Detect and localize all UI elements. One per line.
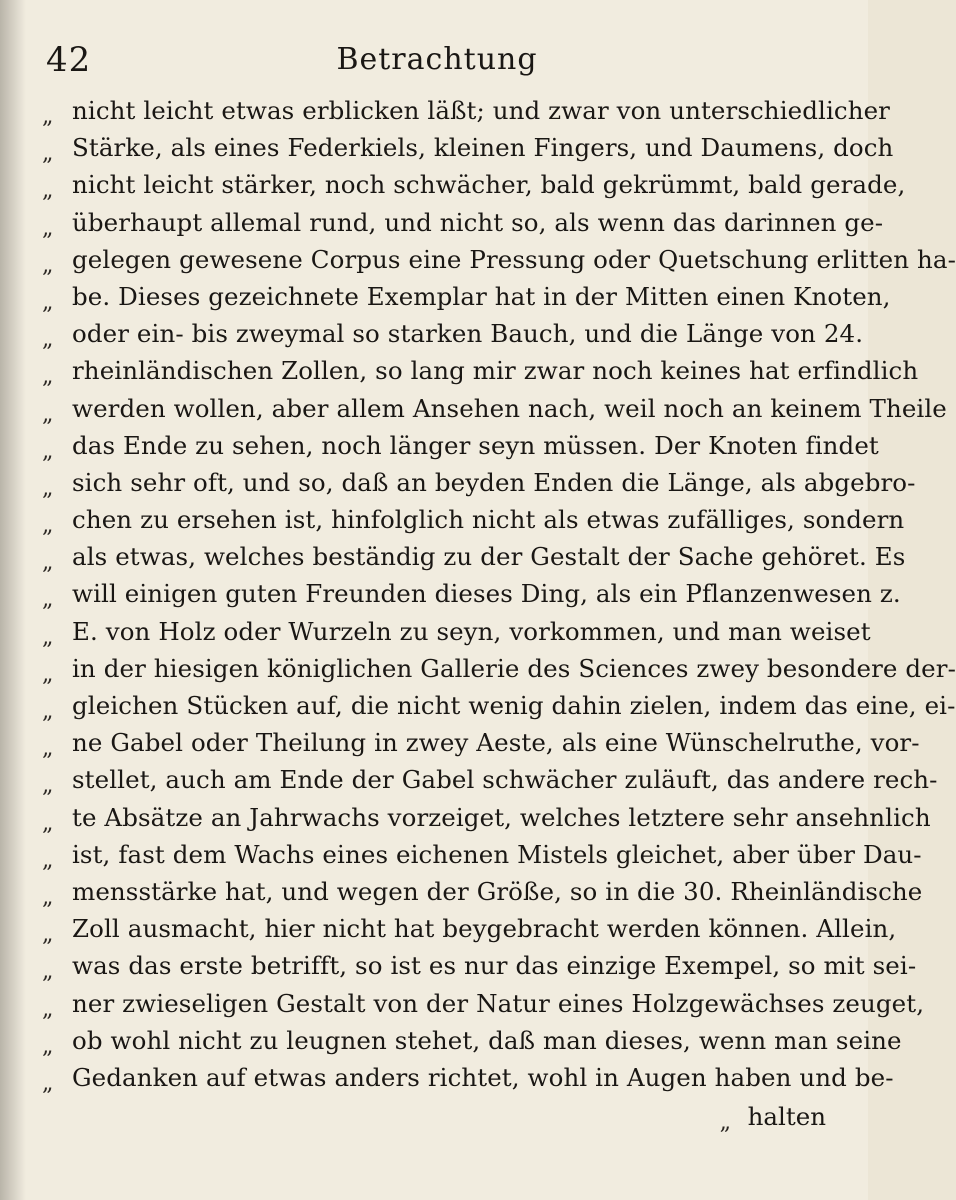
- line-text: te Absätze an Jahrwachs vorzeiget, welches letztere sehr ansehnlich: [72, 802, 931, 832]
- line-text: mensstärke hat, und wegen der Größe, so in die 30. Rheinländische: [72, 876, 923, 906]
- text-line: [42, 244, 956, 282]
- line-text: ob wohl nicht zu leugnen stehet, daß man dieses, wenn man seine: [72, 1025, 902, 1055]
- text-line: [42, 765, 938, 802]
- quotation-mark: „: [42, 736, 54, 762]
- text-line: [42, 505, 905, 542]
- quotation-mark: „: [42, 215, 54, 241]
- line-text: E. von Holz oder Wurzeln zu seyn, vorkommen, und man weiset: [72, 616, 871, 646]
- quotation-mark: „: [42, 513, 54, 539]
- quotation-mark: „: [42, 327, 54, 353]
- text-line: [42, 96, 890, 133]
- quotation-mark: „: [42, 624, 54, 650]
- quotation-mark: „: [42, 1033, 54, 1059]
- quotation-mark: „: [42, 587, 54, 613]
- quotation-mark: „: [42, 773, 54, 799]
- line-text: was das erste betrifft, so ist es nur das einzige Exempel, so mit sei-: [72, 951, 917, 981]
- text-line: [42, 839, 922, 877]
- line-text: Stärke, als eines Federkiels, kleinen Fingers, und Daumens, doch: [72, 133, 894, 163]
- quotation-mark: „: [42, 996, 54, 1022]
- quotation-mark: „: [42, 401, 54, 427]
- quotation-mark: „: [42, 178, 54, 204]
- text-line: [42, 207, 884, 245]
- text-line: [42, 430, 879, 468]
- text-line: [42, 542, 906, 579]
- text-line: [42, 281, 891, 319]
- line-text: ne Gabel oder Theilung in zwey Aeste, als eine Wünschelruthe, vor-: [72, 728, 920, 758]
- line-text: Zoll ausmacht, hier nicht hat beygebracht werden können. Allein,: [72, 914, 897, 944]
- line-text: überhaupt allemal rund, und nicht so, als wenn das darinnen ge-: [72, 207, 884, 237]
- line-text: will einigen guten Freunden dieses Ding, als ein Pflanzenwesen z.: [72, 579, 901, 609]
- text-line: [42, 914, 897, 951]
- line-text: in der hiesigen königlichen Gallerie des Sciences zwey besondere der-: [72, 653, 956, 683]
- text-line: [42, 951, 917, 988]
- page-header: [40, 38, 834, 86]
- text-line: [42, 1025, 902, 1063]
- page-number: 42: [46, 40, 92, 80]
- line-text: oder ein- bis zweymal so starken Bauch, und die Länge von 24.: [72, 319, 864, 349]
- quotation-mark: „: [42, 104, 54, 129]
- text-line: [42, 728, 920, 765]
- quotation-mark: „: [42, 550, 54, 576]
- text-line: [42, 876, 923, 914]
- quotation-mark: „: [42, 364, 54, 390]
- line-text: gleichen Stücken auf, die nicht wenig dahin zielen, indem das eine, ei-: [72, 691, 956, 720]
- text-line: [42, 356, 919, 393]
- quotation-mark: „: [42, 252, 54, 278]
- quotation-mark: „: [42, 847, 54, 873]
- line-text: be. Dieses gezeichnete Exemplar hat in der Mitten einen Knoten,: [72, 281, 891, 311]
- running-head: Betrachtung: [336, 42, 538, 77]
- text-line: [42, 133, 894, 170]
- text-line: [42, 579, 901, 616]
- text-line: [42, 653, 956, 691]
- line-text: rheinländischen Zollen, so lang mir zwar noch keines hat erfindlich: [72, 356, 919, 386]
- text-line: [42, 319, 864, 356]
- text-line: [42, 393, 947, 431]
- text-line: [42, 988, 925, 1026]
- page-edge-shadow: [0, 0, 26, 1200]
- line-text: das Ende zu sehen, noch länger seyn müssen. Der Knoten findet: [72, 430, 879, 460]
- line-text: stellet, auch am Ende der Gabel schwächer zuläuft, das andere rech-: [72, 765, 938, 795]
- text-line: [42, 170, 906, 207]
- text-line: [42, 467, 916, 505]
- quotation-mark: „: [42, 475, 54, 501]
- line-text: werden wollen, aber allem Ansehen nach, weil noch an keinem Theile: [72, 393, 947, 423]
- quotation-mark: „: [719, 1110, 732, 1136]
- quotation-mark: „: [42, 141, 54, 167]
- quotation-mark: „: [42, 438, 54, 464]
- line-text: gelegen gewesene Corpus eine Pressung oder Quetschung erlitten ha-: [72, 244, 956, 274]
- catchword: halten: [747, 1102, 826, 1132]
- text-line: [42, 1062, 894, 1100]
- catchword-row: [42, 1102, 826, 1142]
- quotation-mark: „: [42, 810, 54, 836]
- quotation-mark: „: [42, 289, 54, 315]
- line-text: ner zwieseligen Gestalt von der Natur eines Holzgewächses zeuget,: [72, 988, 925, 1018]
- quotation-mark: „: [42, 1070, 54, 1096]
- quotation-mark: „: [42, 699, 54, 724]
- line-text: nicht leicht stärker, noch schwächer, bald gekrümmt, bald gerade,: [72, 170, 906, 200]
- line-text: chen zu ersehen ist, hinfolglich nicht als etwas zufälliges, sondern: [72, 505, 905, 535]
- line-text: sich sehr oft, und so, daß an beyden Enden die Länge, als abgebro-: [72, 467, 916, 497]
- body-text: [42, 96, 956, 1142]
- quotation-mark: „: [42, 661, 54, 687]
- quotation-mark: „: [42, 959, 54, 985]
- quotation-mark: „: [42, 922, 54, 948]
- line-text: als etwas, welches beständig zu der Gestalt der Sache gehöret. Es: [72, 542, 906, 572]
- text-line: [42, 802, 931, 840]
- text-line: [42, 616, 871, 654]
- quotation-mark: „: [42, 884, 54, 910]
- line-text: nicht leicht etwas erblicken läßt; und zwar von unterschiedlicher: [72, 96, 890, 125]
- line-text: Gedanken auf etwas anders richtet, wohl in Augen haben und be-: [72, 1062, 894, 1092]
- line-text: ist, fast dem Wachs eines eichenen Mistels gleichet, aber über Dau-: [72, 839, 922, 869]
- text-line: [42, 691, 956, 728]
